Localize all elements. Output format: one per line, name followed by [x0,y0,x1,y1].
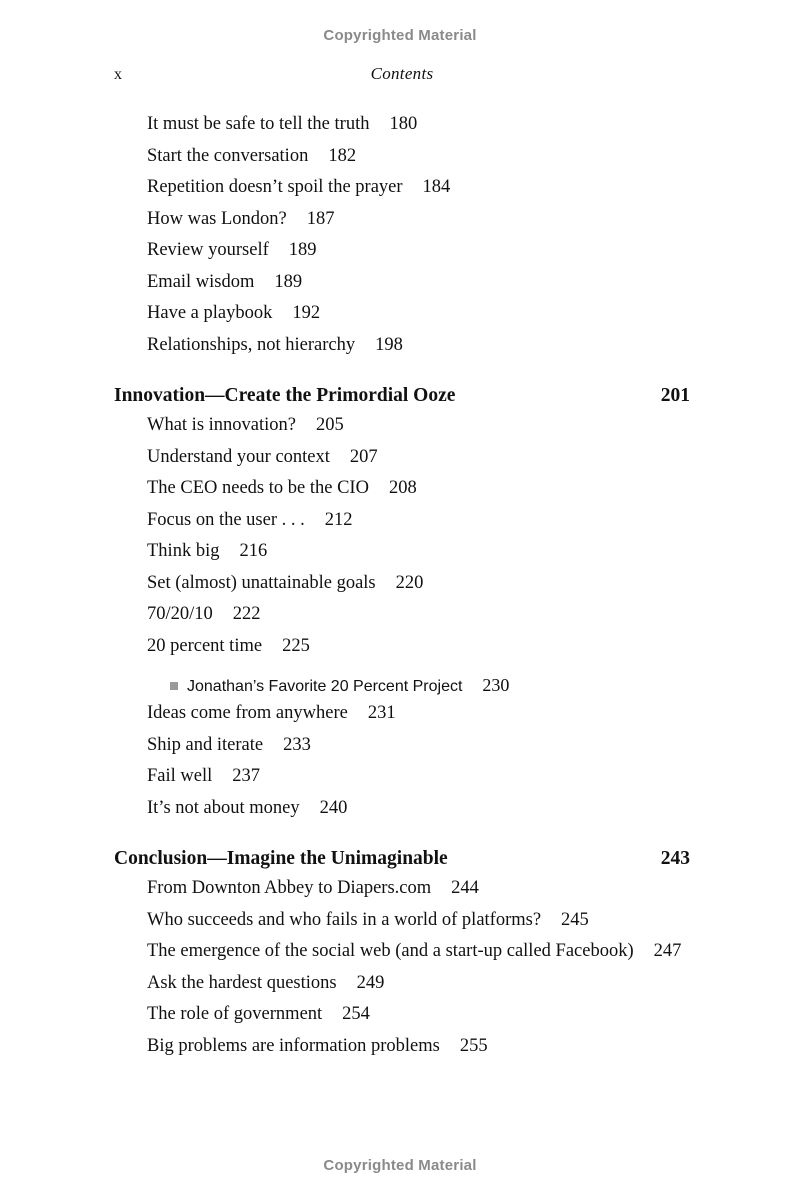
toc-entry-page: 249 [356,972,385,993]
toc-entry-page: 205 [316,415,344,435]
toc-entry[interactable] [114,970,690,1002]
toc-entry-title: Email wisdom [147,271,255,292]
toc-entry[interactable] [114,412,690,444]
toc-sub-entry-page: 230 [482,675,510,695]
toc-entry[interactable] [114,1033,690,1065]
toc-entry-title: It must be safe to tell the truth [147,114,370,134]
toc-entry[interactable] [114,237,690,269]
toc-entry[interactable] [114,538,690,570]
toc-entry-title: Focus on the user . . . [147,509,305,530]
toc-entry-page: 231 [367,703,396,723]
toc-entry[interactable] [114,700,690,732]
toc-entry-title: 20 percent time [147,635,263,656]
toc-entry[interactable] [114,475,690,507]
toc-entry[interactable] [114,907,690,939]
toc-entry-title: What is innovation? [147,415,296,435]
toc-entry-page: 189 [274,271,303,292]
toc-entry-page: 216 [239,541,268,561]
toc-entry-title: Big problems are information problems [147,1035,440,1056]
toc-entry-page: 208 [388,478,417,498]
toc-entry-page: 184 [422,177,451,197]
watermark-bottom: Copyrighted Material [323,1157,477,1174]
page-number: x [114,66,122,83]
toc-entry-page: 189 [288,240,317,260]
toc-entry[interactable] [114,875,690,907]
toc-entry-title: Review yourself [147,240,269,260]
chapter-page: 201 [660,385,690,406]
watermark-top: Copyrighted Material [323,27,477,44]
toc-entry-page: 192 [292,303,321,323]
toc-entry-page: 182 [328,145,357,166]
toc-entry-page: 187 [306,208,335,229]
toc-entry-page: 220 [395,572,424,593]
toc-entry[interactable] [114,143,690,175]
toc-entry-page: 198 [375,334,403,355]
toc-entry[interactable] [114,444,690,476]
running-head [114,64,690,86]
toc-entry-page: 233 [283,734,311,755]
toc-entry[interactable] [114,938,690,970]
toc-entry[interactable] [114,633,690,665]
toc-entry-page: 180 [389,114,418,134]
toc-entry[interactable] [114,763,690,795]
toc-entry[interactable] [114,332,690,364]
toc-entry-title: Set (almost) unattainable goals [147,572,376,593]
toc-entry-page: 247 [653,941,682,961]
toc-entry-title: Think big [147,541,220,561]
toc-entry[interactable] [114,570,690,602]
toc-entry-title: From Downton Abbey to Diapers.com [147,878,432,898]
toc-entry-page: 207 [349,446,378,467]
chapter-heading-conclusion[interactable] [114,843,690,875]
chapter-title: Innovation—Create the Primordial Ooze [114,385,456,406]
toc-entry-title: The emergence of the social web (and a start-up called Facebook) [147,941,634,961]
toc-entry-title: The CEO needs to be the CIO [147,478,369,498]
toc-entry[interactable] [114,1001,690,1033]
square-bullet-icon [170,682,178,690]
toc-sub-entry[interactable] [114,672,690,700]
toc-entry-title: Ideas come from anywhere [147,703,348,723]
toc-entry[interactable] [114,206,690,238]
toc-entry[interactable] [114,111,690,143]
toc-entry[interactable] [114,732,690,764]
toc-entry-page: 245 [561,909,589,930]
chapter-page: 243 [660,848,690,869]
toc-sub-entry-title: Jonathan’s Favorite 20 Percent Project [187,678,463,695]
toc-entry-page: 244 [451,878,479,898]
toc-entry[interactable] [114,269,690,301]
toc-entry-page: 254 [342,1004,370,1024]
toc-entry-title: Ship and iterate [147,734,264,755]
toc-entry-title: Understand your context [147,446,330,467]
toc-entry-title: It’s not about money [147,797,300,818]
toc-entry-page: 255 [459,1035,488,1056]
table-of-contents [114,111,690,1064]
toc-entry[interactable] [114,795,690,827]
toc-entry-title: Ask the hardest questions [147,972,337,993]
toc-entry-title: 70/20/10 [147,604,213,624]
toc-entry-page: 240 [319,797,348,818]
toc-entry-title: Fail well [147,766,213,786]
toc-entry-title: Who succeeds and who fails in a world of platforms? [147,909,542,930]
chapter-heading-innovation[interactable] [114,380,690,412]
toc-entry-title: Have a playbook [147,303,273,323]
toc-entry-page: 212 [324,509,353,530]
toc-entry-title: Repetition doesn’t spoil the prayer [147,177,403,197]
toc-entry-title: Start the conversation [147,145,309,166]
toc-entry-title: Relationships, not hierarchy [147,334,356,355]
toc-entry-page: 237 [232,766,261,786]
toc-entry[interactable] [114,174,690,206]
toc-entry[interactable] [114,601,690,633]
toc-entry-title: The role of government [147,1004,323,1024]
toc-entry-page: 222 [232,604,261,624]
running-title: Contents [370,64,434,83]
chapter-title: Conclusion—Imagine the Unimaginable [114,848,448,869]
toc-entry-page: 225 [282,635,310,656]
toc-entry-title: How was London? [147,208,287,229]
toc-entry[interactable] [114,507,690,539]
toc-entry[interactable] [114,300,690,332]
